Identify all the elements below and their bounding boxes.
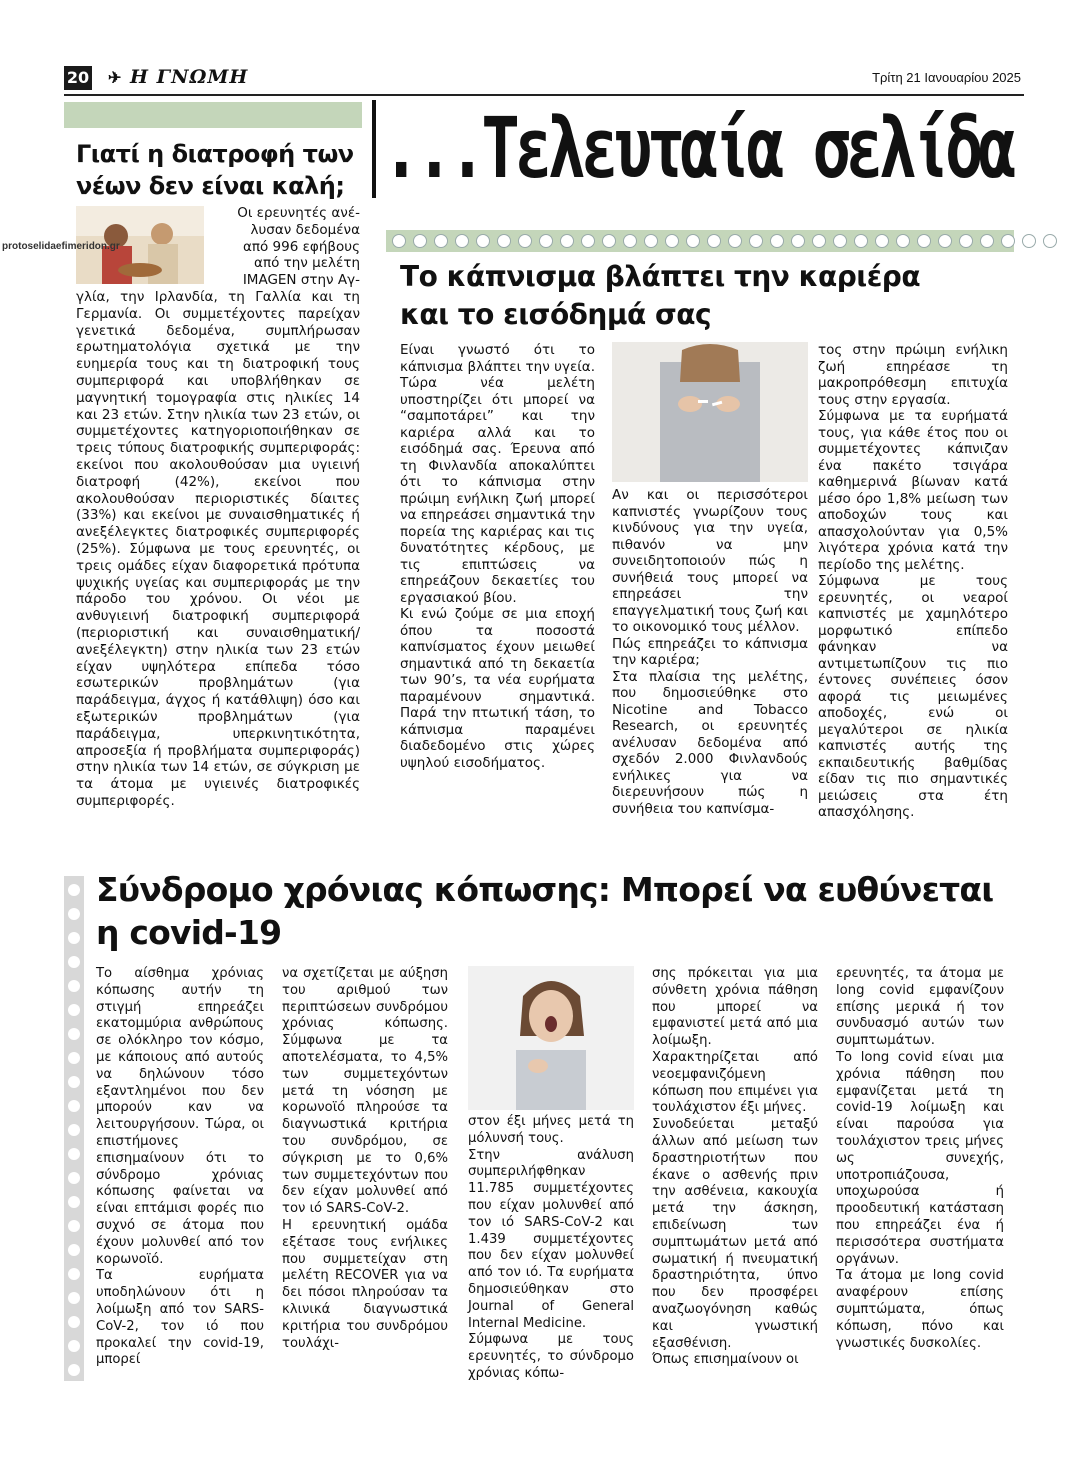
paragraph: σης πρόκειται για μια σύνθετη χρόνια πάθηση που μπορεί να εμφανιστεί μετά από μια λοίμωξη. Χαρακτηρίζεται από νεοεμφανιζόμενη κόπωση που επιμένει για τουλάχιστον έξι μήνες.: [652, 966, 818, 1116]
title-line: η covid-19: [96, 913, 282, 952]
masthead-title: Η ΓΝΩΜΗ: [130, 66, 249, 88]
smoking-col2: [612, 487, 808, 817]
paragraph: Τα άτομα με long covid αναφέρουν επίσης συμπτώματα, όπως κόπωση, πόνο και γνωστικές δυσκολίες.: [836, 1268, 1004, 1351]
page-number: 20: [64, 66, 92, 90]
paragraph: τος στην πρώιμη ενήλικη ζωή επηρέασε τη μακροπρόθεσμη επιτυχία τους στην εργασία.: [818, 342, 1008, 408]
fatigue-col2: [282, 966, 448, 1352]
intro-line: λυσαν δεδομένα: [250, 221, 360, 238]
intro-line: από την μελέτη: [254, 255, 360, 272]
intro-line: από 996 εφήβους: [242, 238, 360, 255]
decorative-sidebar: [64, 876, 84, 1381]
smoking-title: [400, 258, 1020, 334]
title-line: Σύνδρομο χρόνιας κόπωσης: Μπορεί να ευθύνεται: [96, 870, 994, 909]
paragraph: Σύμφωνα με τους ερευνητές, οι νεαροί καπνιστές με χαμηλότερο μορφωτικό επίπεδο φάνηκαν να αντιμετωπίζουν τις πιο έντονες συνέπειες όσον αφορά τις μειωμένες αποδοχές, ενώ οι μεγαλύτεροι σε ηλικία καπνιστές αυτής της εκπαιδευτικής βαθμίδας είδαν τις πιο σημαντικές μειώσεις στα έτη απασχόλησης.: [818, 573, 1008, 820]
issue-date: Τρίτη 21 Ιανουαρίου 2025: [872, 70, 1021, 85]
paragraph: Στην ανάλυση συμπεριλήφθηκαν 11.785 συμμετέχοντες που είχαν μολυνθεί από τον ιό SARS-CoV-2 και 1.439 συμμετέχοντες που δεν είχαν μολυνθεί από τον ιό. Τα ευρήματα δημοσιεύθηκαν στο Journal of General Internal Medicine.: [468, 1147, 634, 1331]
paragraph: ερευνητές, τα άτομα με long covid εμφανίζουν επίσης μερικά ή τον συνδυασμό αυτών των συμπτωμάτων.: [836, 966, 1004, 1049]
vertical-rule: [372, 100, 376, 198]
paragraph: Σύμφωνα με τα ευρήματά τους, για κάθε έτος που οι συμμετέχοντες κάπνιζαν ένα πακέτο τσιγάρα καθημερινά βίωναν κατά μέσο όρο 1,8% μείωση των αποδοχών τους και απασχολούνταν για 0,5% λιγότερα χρόνια κατά την περίοδο της μελέτης.: [818, 408, 1008, 573]
dotted-band: [386, 230, 1014, 252]
smoking-col3: [818, 342, 1008, 821]
paragraph: Είναι γνωστό ότι το κάπνισμα βλάπτει την υγεία. Τώρα νέα μελέτη υποστηρίζει ότι μπορεί να “σαμποτάρει” και την καριέρα αλλά και το εισόδημά σας. Έρευνα από τη Φινλανδία αποκαλύπτει ότι το κάπνισμα στην πρώιμη ενήλικη ζωή μπορεί να επηρεάσει σημαντικά την πορεία της καριέρας και τις δυνατότητες κέρδους, με τις επιπτώσεις να επηρεάζουν δεκαετίες του εργασιακού βίου.: [400, 342, 595, 606]
nutrition-title: Γιατί η διατροφή των νέων δεν είναι καλή;: [76, 140, 354, 200]
watermark: protoselidaefimeridon.gr: [2, 241, 120, 252]
fatigue-col5: [836, 966, 1004, 1352]
paragraph: Το αίσθημα χρόνιας κόπωσης αυτήν τη στιγμή επηρεάζει εκατομμύρια ανθρώπους σε ολόκληρο τον κόσμο, με κάποιους από αυτούς να δηλώνουν τόσο εξαντλημένοι που δεν μπορούν καν να λειτουργήσουν. Τώρα, οι επιστήμονες επισημαίνουν ότι το σύνδρομο χρόνιας κόπωσης φαίνεται να είναι επτάμισι φορές πιο συχνό σε άτομα που έχουν μολυνθεί από τον κορωνοϊό.: [96, 966, 264, 1267]
subheading: Πώς επηρεάζει το κάπνισμα την καριέρα;: [612, 635, 808, 668]
accent-bar: [64, 102, 362, 128]
paragraph: Συνοδεύεται μεταξύ άλλων από μείωση των δραστηριοτήτων που έκανε ο ασθενής πριν την ασθένεια, κακουχία μετά την άσκηση, επιδείνωση των συμπτωμάτων μετά από σωματική ή πνευματική δραστηριότητα, ύπνο που δεν προσφέρει αναζωογόνηση καθώς και γνωστική εξασθένιση.: [652, 1117, 818, 1351]
section-kicker: ...Τελευταία σελίδα: [382, 99, 1012, 197]
fatigue-title: [96, 868, 1016, 954]
fatigue-col3: [468, 1114, 634, 1383]
paragraph: Κι ενώ ζούμε σε μια εποχή όπου τα ποσοστά καπνίσματος έχουν μειωθεί σημαντικά από τη δεκαετία των 90’s, τα νέα ευρήματα παραμένουν σημαντικά. Παρά την πτωτική τάση, το κάπνισμα παραμένει διαδεδομένο στις χώρες υψηλού εισοδήματος.: [400, 606, 595, 771]
smoking-photo: [612, 342, 808, 482]
nutrition-intro: [210, 205, 360, 289]
fatigue-photo: [468, 966, 634, 1110]
paragraph: Το long covid είναι μια χρόνια πάθηση που εμφανίζεται μετά τη covid-19 λοίμωξη και είναι παρούσα για τουλάχιστον τρεις μήνες ως συνεχής, υποτροπιάζουσα, υποχωρούσα ή προοδευτική κατάσταση που επηρεάζει ένα ή περισσότερα συστήματα οργάνων.: [836, 1049, 1004, 1267]
paragraph: Στα πλαίσια της μελέτης, που δημοσιεύθηκε στο Nicotine and Tobacco Research, οι ερευνητές ανέλυσαν δεδομένα από σχεδόν 2.000 Φινλανδούς ενήλικες για να διερευνήσουν πώς η συνήθεια του καπνίσμα-: [612, 668, 808, 817]
title-line: και το εισόδημά σας: [400, 298, 712, 331]
paragraph: στον έξι μήνες μετά τη μόλυνσή τους.: [468, 1114, 634, 1146]
intro-line: Οι ερευνητές ανέ-: [237, 205, 360, 221]
paragraph: Τα ευρήματα υποδηλώνουν ότι η λοίμωξη από τον SARS-CoV-2, τον ιό που προκαλεί την covid-19, μπορεί: [96, 1268, 264, 1368]
masthead: [108, 66, 248, 88]
paragraph: Αν και οι περισσότεροι καπνιστές γνωρίζουν τους κινδύνους για την υγεία, πιθανόν να μην συνειδητοποιούν πώς η συνήθειά τους μπορεί να επηρεάσει την επαγγελματική τους ζωή και το οικονομικό τους μέλλον.: [612, 487, 808, 635]
paragraph: γλία, την Ιρλανδία, τη Γαλλία και τη Γερμανία. Οι συμμετέχοντες παρείχαν γενετικά δεδομένα, συμπλήρωσαν ερωτηματολόγια σχετικά με την ευημερία τους και τη διατροφική τους συμπεριφορά και υποβλήθηκαν σε μαγνητική τομογραφία στις ηλικίες 14 και 23 ετών. Στην ηλικία των 23 ετών, οι συμμετέχοντες κατηγοριοποιήθηκαν σε τρεις τύπους διατροφικής συμπεριφοράς: εκείνοι που ακολουθούσαν μια υγιεινή διατροφή (42%), εκείνοι που ακολουθούσαν περιοριστικές δίαιτες (33%) και εκείνοι με συναισθηματικές ή ανεξέλεγκτες διατροφικές συμπεριφορές (25%). Σύμφωνα με τους ερευνητές, οι τρεις ομάδες είχαν διαφορετικά πρότυπα ψυχικής υγείας και συμπεριφοράς με την πάροδο του χρόνου. Οι νέοι με ανθυγιεινή διατροφική συμπεριφορά (περιοριστική και συναισθηματική/ανεξέλεγκτη) στην ηλικία των 23 ετών είχαν υψηλότερα επίπεδα τόσο εσωτερικών προβλημάτων (για παράδειγμα, άγχος ή κατάθλιψη) όσο και εξωτερικών προβλημάτων (για παράδειγμα, υπερκινητικότητα, απροσεξία ή προβλήματα συμπεριφοράς) στην ηλικία των 14 ετών, σε σύγκριση με τα άτομα με υγιεινές διατροφικές συμπεριφορές.: [76, 289, 360, 809]
paragraph: Όπως επισημαίνουν οι: [652, 1352, 799, 1368]
header-rule: [64, 94, 1024, 96]
intro-line: IMAGEN στην Αγ-: [242, 272, 360, 289]
nutrition-body: [76, 289, 360, 810]
paragraph: να σχετίζεται με αύξηση του αριθμού των περιπτώσεων συνδρόμου χρόνιας κόπωσης. Σύμφωνα με τα αποτελέσματα, το 4,5% των συμμετεχόντων μετά τη νόσηση με κορωνοϊό πληρούσε τα διαγνωστικά κριτήρια του συνδρόμου, σε σύγκριση με το 0,6% των συμμετεχόντων που δεν είχαν μολυνθεί από τον ιό SARS-CoV-2.: [282, 966, 448, 1217]
title-line: Το κάπνισμα βλάπτει την καριέρα: [400, 260, 921, 293]
fatigue-col4: [652, 966, 818, 1369]
paragraph: Σύμφωνα με τους ερευνητές, το σύνδρομο χρόνιας κόπω-: [468, 1332, 634, 1381]
smoking-col1: [400, 342, 595, 771]
bird-logo-icon: ✈: [108, 68, 123, 87]
fatigue-col1: [96, 966, 264, 1369]
paragraph: Η ερευνητική ομάδα εξέτασε τους ενήλικες που συμμετείχαν στη μελέτη RECOVER για να δει πόσοι πληρούσαν τα κλινικά διαγνωστικά κριτήρια του συνδρόμου τουλάχι-: [282, 1217, 448, 1351]
